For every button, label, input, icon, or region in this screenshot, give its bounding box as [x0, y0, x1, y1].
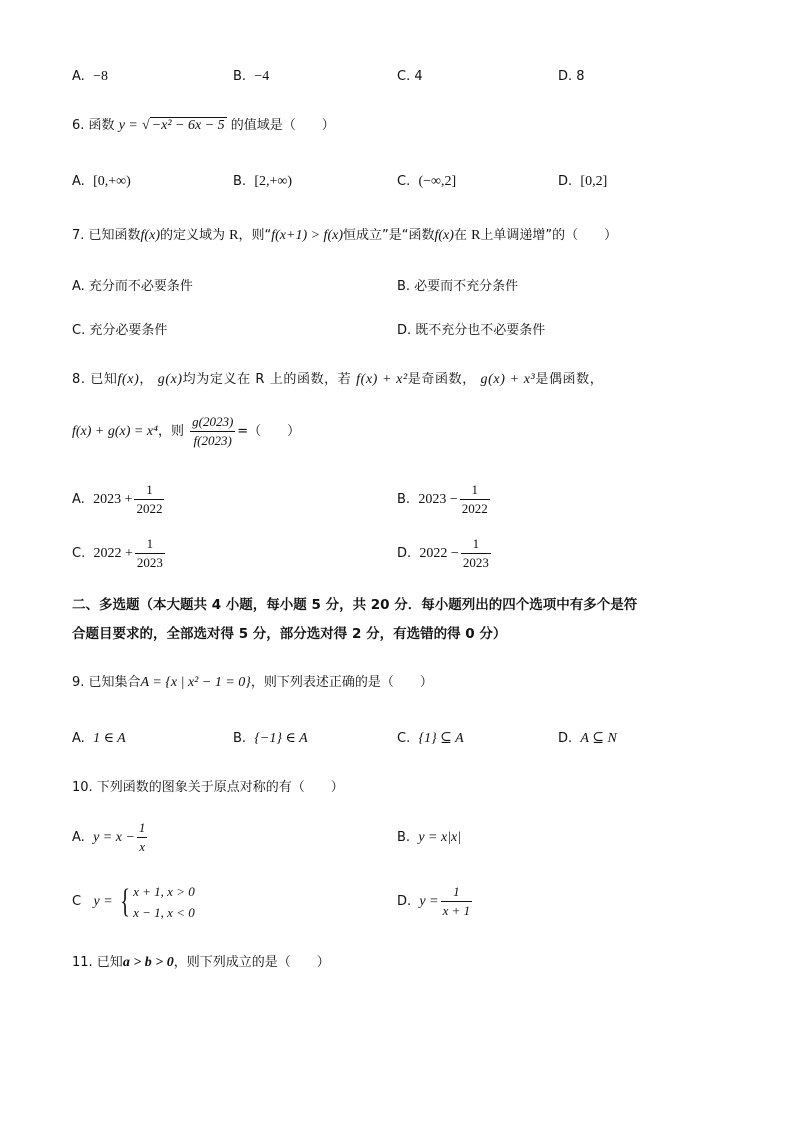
- q7-option-d: D. 既不充分也不必要条件: [397, 323, 546, 338]
- q9-option-d: D. A ⊆ N: [558, 731, 617, 746]
- q9-option-a: A. 1 ∈ A: [72, 731, 126, 746]
- q7-option-a: A. 充分而不必要条件: [72, 279, 193, 294]
- q8-option-d: D. 2022 − $\frac{1}{2023}$: [397, 536, 489, 570]
- q9-option-c: C. {1} ⊆ A: [397, 731, 464, 746]
- q5-option-b: B. −4: [233, 69, 270, 84]
- left-brace-icon: {: [120, 882, 130, 920]
- q8-stem-line2: f(x) + g(x) = x⁴，则 $\frac{g(2023)}{f(2023)}$ =（ ）: [72, 414, 301, 448]
- q6-expr-sqrt: −x² − 6x − 5: [151, 118, 225, 133]
- q9-stem: 9. 已知集合A = {x | x² − 1 = 0}，则下列表述正确的是（ ）: [72, 675, 433, 690]
- q9-option-b: B. {−1} ∈ A: [233, 731, 308, 746]
- q6-option-b: B. [2,+∞): [233, 174, 293, 189]
- q7-option-b: B. 必要而不充分条件: [397, 279, 519, 294]
- q8-option-c: C. 2022 + $\frac{1}{2023}$: [72, 536, 163, 570]
- q5-option-a-value: −8: [93, 69, 108, 84]
- q7-option-c: C. 充分必要条件: [72, 323, 168, 338]
- q8-option-a: A. 2023 + $\frac{1}{2022}$: [72, 482, 163, 516]
- q6-expr-y: y =: [118, 118, 138, 133]
- q10-option-c: C y = { x + 1, x > 0 x − 1, x < 0: [72, 882, 195, 920]
- q5-option-c: C. 4: [397, 69, 423, 84]
- q7-stem: 7. 已知函数f(x)的定义域为 R，则“f(x+1) > f(x)恒成立”是“函数f(x)在 R上单调递增”的（ ）: [72, 228, 618, 243]
- section2-heading-line1: 二、多选题（本大题共 4 小题，每小题 5 分，共 20 分．每小题列出的四个选项中有多个是符: [72, 597, 638, 613]
- q6-option-d: D. [0,2]: [558, 174, 608, 189]
- q5-option-b-value: −4: [254, 69, 270, 84]
- q10-option-d: D. y = $\frac{1}{x + 1}$: [397, 884, 471, 918]
- q8-fraction: $\frac{g(2023)}{f(2023)}$: [192, 414, 234, 448]
- q11-stem: 11. 已知a > b > 0，则下列成立的是（ ）: [72, 955, 330, 970]
- q10-option-a: A. y = x − $\frac{1}{x}$: [72, 820, 146, 854]
- q8-stem-line1: 8. 已知f(x)， g(x)均为定义在 R 上的函数，若 f(x) + x²是奇函数， g(x) + x³是偶函数，: [72, 372, 604, 387]
- q10-option-b: B. y = x|x|: [397, 830, 462, 845]
- q5-option-a: A. −8: [72, 69, 108, 84]
- q10-stem: 10. 下列函数的图象关于原点对称的有（ ）: [72, 780, 344, 795]
- q5-option-d: D. 8: [558, 69, 585, 84]
- q6-option-a: A. [0,+∞): [72, 174, 131, 189]
- q6-option-c: C. (−∞,2]: [397, 174, 457, 189]
- q6-stem: 6. 函数 y = √ −x² − 6x − 5 的值域是（ ）: [72, 118, 335, 133]
- q8-option-b: B. 2023 − $\frac{1}{2022}$: [397, 482, 488, 516]
- section2-heading-line2: 合题目要求的，全部选对得 5 分，部分选对得 2 分，有选错的得 0 分）: [72, 626, 507, 642]
